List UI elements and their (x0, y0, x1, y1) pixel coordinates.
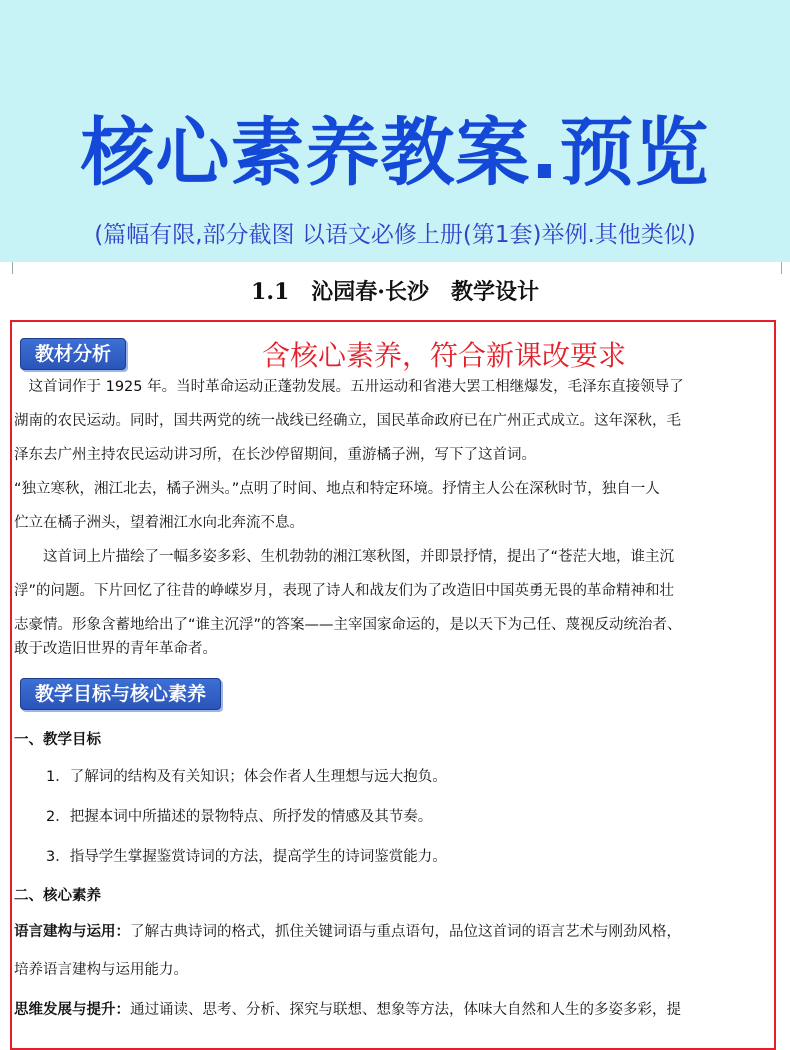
goal-item: 2．把握本词中所描述的景物特点、所抒发的情感及其节奏。 (46, 809, 433, 825)
paragraph-line: 这首词作于 1925 年。当时革命运动正蓬勃发展。五卅运动和省港大罢工相继爆发，毛泽东直接领导了 (14, 379, 684, 395)
banner (0, 0, 790, 262)
goal-item: 1．了解词的结构及有关知识；体会作者人生理想与远大抱负。 (46, 769, 447, 785)
page-corner-mark (12, 262, 13, 274)
literacy-label: 思维发展与提升： (14, 1002, 130, 1018)
paragraph-line: 泽东去广州主持农民运动讲习所，在长沙停留期间，重游橘子洲，写下了这首词。 (14, 447, 536, 463)
heading-core-literacy: 二、核心素养 (14, 888, 101, 904)
section-tag-textbook-analysis: 教材分析 (20, 338, 126, 370)
banner-subtitle: (篇幅有限,部分截图 以语文必修上册(第1套)举例.其他类似) (94, 222, 696, 248)
document-title: 1.1 沁园春·长沙 教学设计 (251, 279, 539, 305)
paragraph-line: 湖南的农民运动。同时，国共两党的统一战线已经确立，国民革命政府已在广州正式成立。这年深秋，毛 (14, 413, 681, 429)
banner-title: 核心素养教案.预览 (80, 110, 710, 196)
literacy-label: 语言建构与运用： (14, 924, 130, 940)
literacy-text: 通过诵读、思考、分析、探究与联想、想象等方法，体味大自然和人生的多姿多彩，提 (130, 1002, 681, 1018)
section-tag-goals-literacy: 教学目标与核心素养 (20, 678, 221, 710)
literacy-line (14, 917, 782, 947)
red-annotation: 含核心素养，符合新课改要求 (262, 339, 627, 372)
paragraph-line: 伫立在橘子洲头，望着湘江水向北奔流不息。 (14, 515, 304, 531)
paragraph-line: “独立寒秋，湘江北去，橘子洲头。”点明了时间、地点和特定环境。抒情主人公在深秋时节，独自一人 (14, 481, 660, 497)
goal-item: 3．指导学生掌握鉴赏诗词的方法，提高学生的诗词鉴赏能力。 (46, 849, 447, 865)
literacy-line: 培养语言建构与运用能力。 (14, 962, 188, 978)
paragraph-line: 敢于改造旧世界的青年革命者。 (14, 641, 217, 657)
paragraph-line: 志豪情。形象含蓄地给出了“谁主沉浮”的答案——主宰国家命运的，是以天下为己任、蔑视反动统治者、 (14, 617, 682, 633)
literacy-line (14, 995, 782, 1025)
paragraph-line: 浮”的问题。下片回忆了往昔的峥嵘岁月，表现了诗人和战友们为了改造旧中国英勇无畏的革命精神和壮 (14, 583, 675, 599)
page-corner-mark (781, 262, 782, 274)
heading-teaching-goals: 一、教学目标 (14, 732, 101, 748)
paragraph-line: 这首词上片描绘了一幅多姿多彩、生机勃勃的湘江寒秋图，并即景抒情，提出了“苍茫大地，谁主沉 (14, 549, 675, 565)
literacy-text: 了解古典诗词的格式，抓住关键词语与重点语句，品位这首词的语言艺术与刚劲风格， (130, 924, 681, 940)
